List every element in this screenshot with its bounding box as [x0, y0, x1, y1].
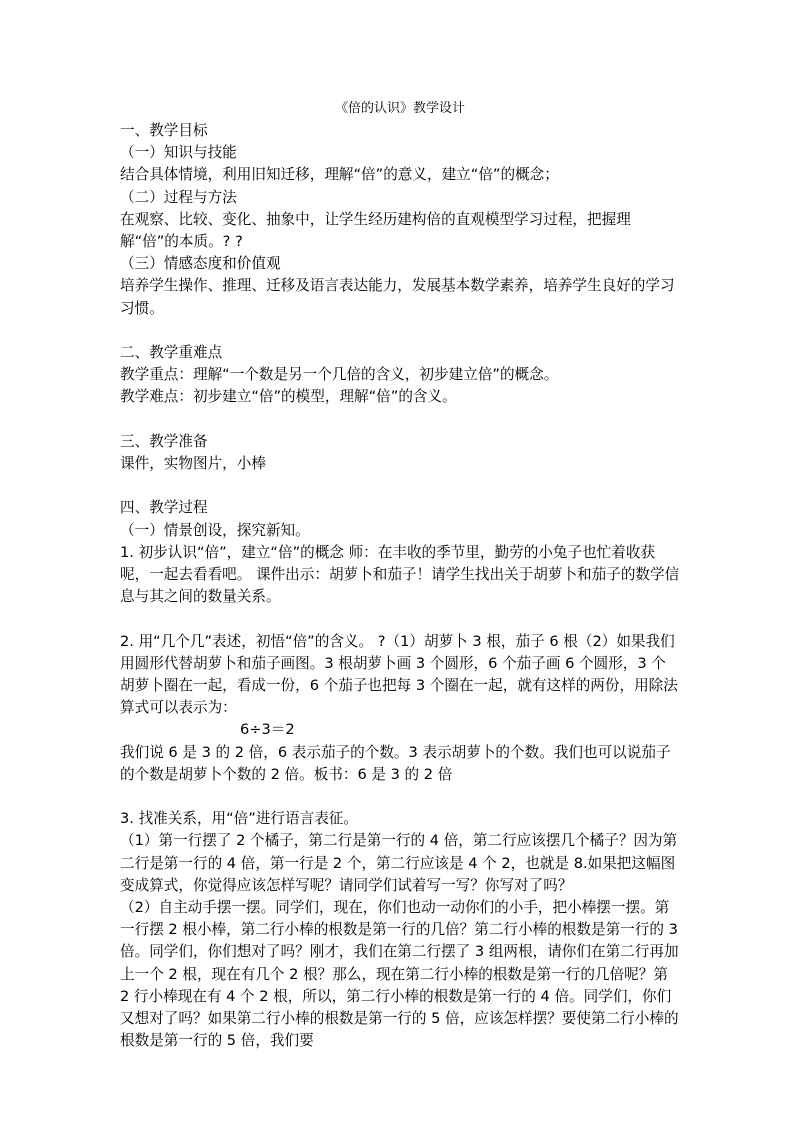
paragraph-oranges: （1）第一行摆了 2 个橘子，第二行是第一行的 4 倍，第二行应该摆几个橘子？因为第二行是第一行的 4 倍，第一行是 2 个，第二行应该是 4 个 2，也就是 8.如果把这幅图变成算式，你觉得应该怎样写呢？请同学们试着写一写？你写对了吗？ [120, 832, 678, 894]
blank-line [120, 475, 680, 497]
subheading-process: （二）过程与方法 [120, 188, 237, 206]
blank-line [120, 608, 680, 630]
paragraph-attitude: 培养学生操作、推理、迁移及语言表达能力，发展基本数学素养，培养学生良好的学习习惯。 [120, 277, 675, 317]
section-heading-process: 四、教学过程 [120, 499, 208, 517]
section-heading-goals: 一、教学目标 [120, 122, 208, 139]
division-formula: 6÷3＝2 [240, 721, 295, 739]
paragraph-explanation: 我们说 6 是 3 的 2 倍，6 表示茄子的个数。3 表示胡萝卜的个数。我们也可以说茄子的个数是胡萝卜个数的 2 倍。板书：6 是 3 的 2 倍 [120, 743, 671, 783]
document-page [120, 98, 680, 1052]
paragraph-difficulty: 教学难点：初步建立“倍”的模型，理解“倍”的含义。 [120, 388, 457, 406]
paragraph-sticks: （2）自主动手摆一摆。同学们，现在，你们也动一动你们的小手，把小棒摆一摆。第一行摆 2 根小棒，第二行小棒的根数是第一行的几倍？第二行小棒的根数是第一行的 3 倍。同学们，你们想对了吗？刚才，我们在第二行摆了 3 组两根，请你们在第二行再加上一个 2 根，现在有几个 2 根？那么，现在第二行小棒的根数是第一行的几倍呢？第 2 行小棒现在有 4 个 2 根，所以，第二行小棒的根数是第一行的 4 倍。同学们，你们又想对了吗？如果第二行小棒的根数是第一行的 5 倍，应该怎样摆？要使第二行小棒的根数是第一行的 5 倍，我们要 [120, 899, 679, 1050]
section-heading-preparation: 三、教学准备 [120, 432, 208, 450]
paragraph-preparation: 课件，实物图片，小棒 [120, 455, 266, 473]
blank-line [120, 320, 680, 342]
subheading-attitude: （三）情感态度和价值观 [120, 255, 281, 273]
blank-line [120, 409, 680, 431]
paragraph-step-1: 1. 初步认识“倍”，建立“倍”的概念 师：在丰收的季节里，勤劳的小兔子也忙着收获呢，一起去看看吧。 课件出示：胡萝卜和茄子！请学生找出关于胡萝卜和茄子的数学信息与其之间的数量关系。 [120, 543, 680, 606]
section-heading-keypoints: 二、教学重难点 [120, 344, 223, 362]
document-title: 《倍的认识》教学设计 [334, 101, 465, 116]
blank-line [120, 786, 680, 808]
subheading-knowledge: （一）知识与技能 [120, 144, 237, 162]
subheading-scenario: （一）情景创设，探究新知。 [120, 521, 310, 539]
paragraph-keypoint: 教学重点：理解“一个数是另一个几倍的含义，初步建立倍”的概念。 [120, 366, 559, 384]
paragraph-knowledge: 结合具体情境，利用旧知迁移，理解“倍”的意义，建立“倍”的概念； [120, 166, 559, 184]
paragraph-step-2: 2. 用“几个几”表述，初悟“倍”的含义。 ?（1）胡萝卜 3 根，茄子 6 根（2）如果我们用圆形代替胡萝卜和茄子画图。3 根胡萝卜画 3 个圆形，6 个茄子画 6 个圆形，3 个胡萝卜圈在一起，看成一份，6 个茄子也把每 3 个圈在一起，就有这样的两份，用除法算式可以表示为： [120, 632, 678, 717]
paragraph-step-3: 3. 找准关系，用“倍”进行语言表征。 [120, 810, 358, 828]
paragraph-process: 在观察、比较、变化、抽象中，让学生经历建构倍的直观模型学习过程，把握理解“倍”的本质。? ? [120, 210, 631, 251]
